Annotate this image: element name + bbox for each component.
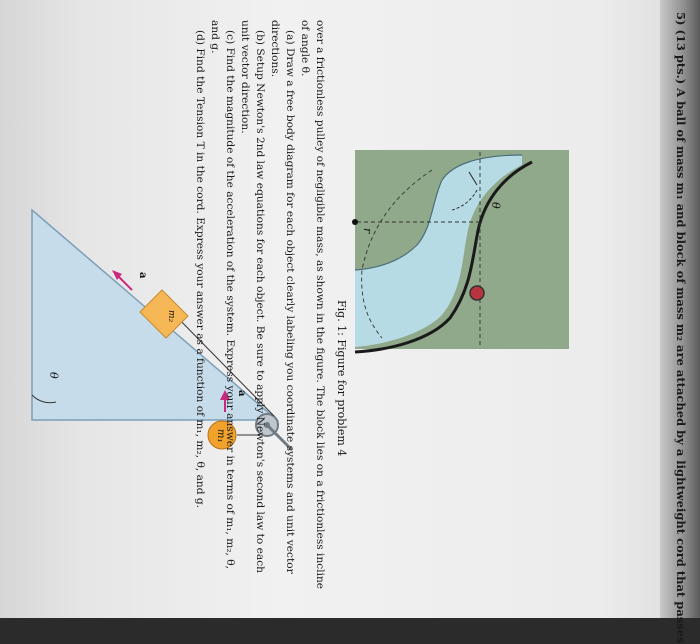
- ball-m1-label: m₁: [215, 429, 226, 443]
- loop-angle-label: θ: [489, 202, 502, 209]
- figure-caption: Fig. 1: Figure for problem 4: [335, 300, 348, 457]
- part-d-line: (d) Find the Tension T in the cord. Express your answer as a function of m₁, m₂, θ, and g.: [194, 30, 206, 509]
- incline-angle-label: θ: [47, 372, 60, 379]
- part-c-line-1: (c) Find the magnitude of the acceleration of the system. Express your answer in terms of m₁, m₂, θ,: [224, 30, 236, 569]
- problem-heading: 5) (13 pts.) A ball of mass m₁ and block of mass m₂ are attached by a lightweight cord that passes: [674, 12, 688, 644]
- problem-line-2: of angle θ.: [299, 20, 311, 77]
- block-m2-label: m₂: [166, 310, 176, 323]
- part-b-line-1: (b) Setup Newton's 2nd law equations for each object. Be sure to apply Newton's second law to each: [254, 30, 266, 573]
- part-a-line-2: directions.: [269, 20, 281, 78]
- ball-accel-label: a: [236, 390, 247, 397]
- block-accel-label: a: [137, 272, 148, 279]
- problem-line-1: over a frictionless pulley of negligible mass, as shown in the figure. The block lies on a frictionless incline: [314, 20, 326, 590]
- part-b-line-2: unit vector direction.: [239, 20, 251, 134]
- part-a-line-1: (a) Draw a free body diagram for each object clearly labeling you coordinate systems and unit vector: [284, 30, 296, 574]
- part-c-line-2: and g.: [209, 20, 221, 54]
- loop-radius-label: r: [361, 228, 374, 234]
